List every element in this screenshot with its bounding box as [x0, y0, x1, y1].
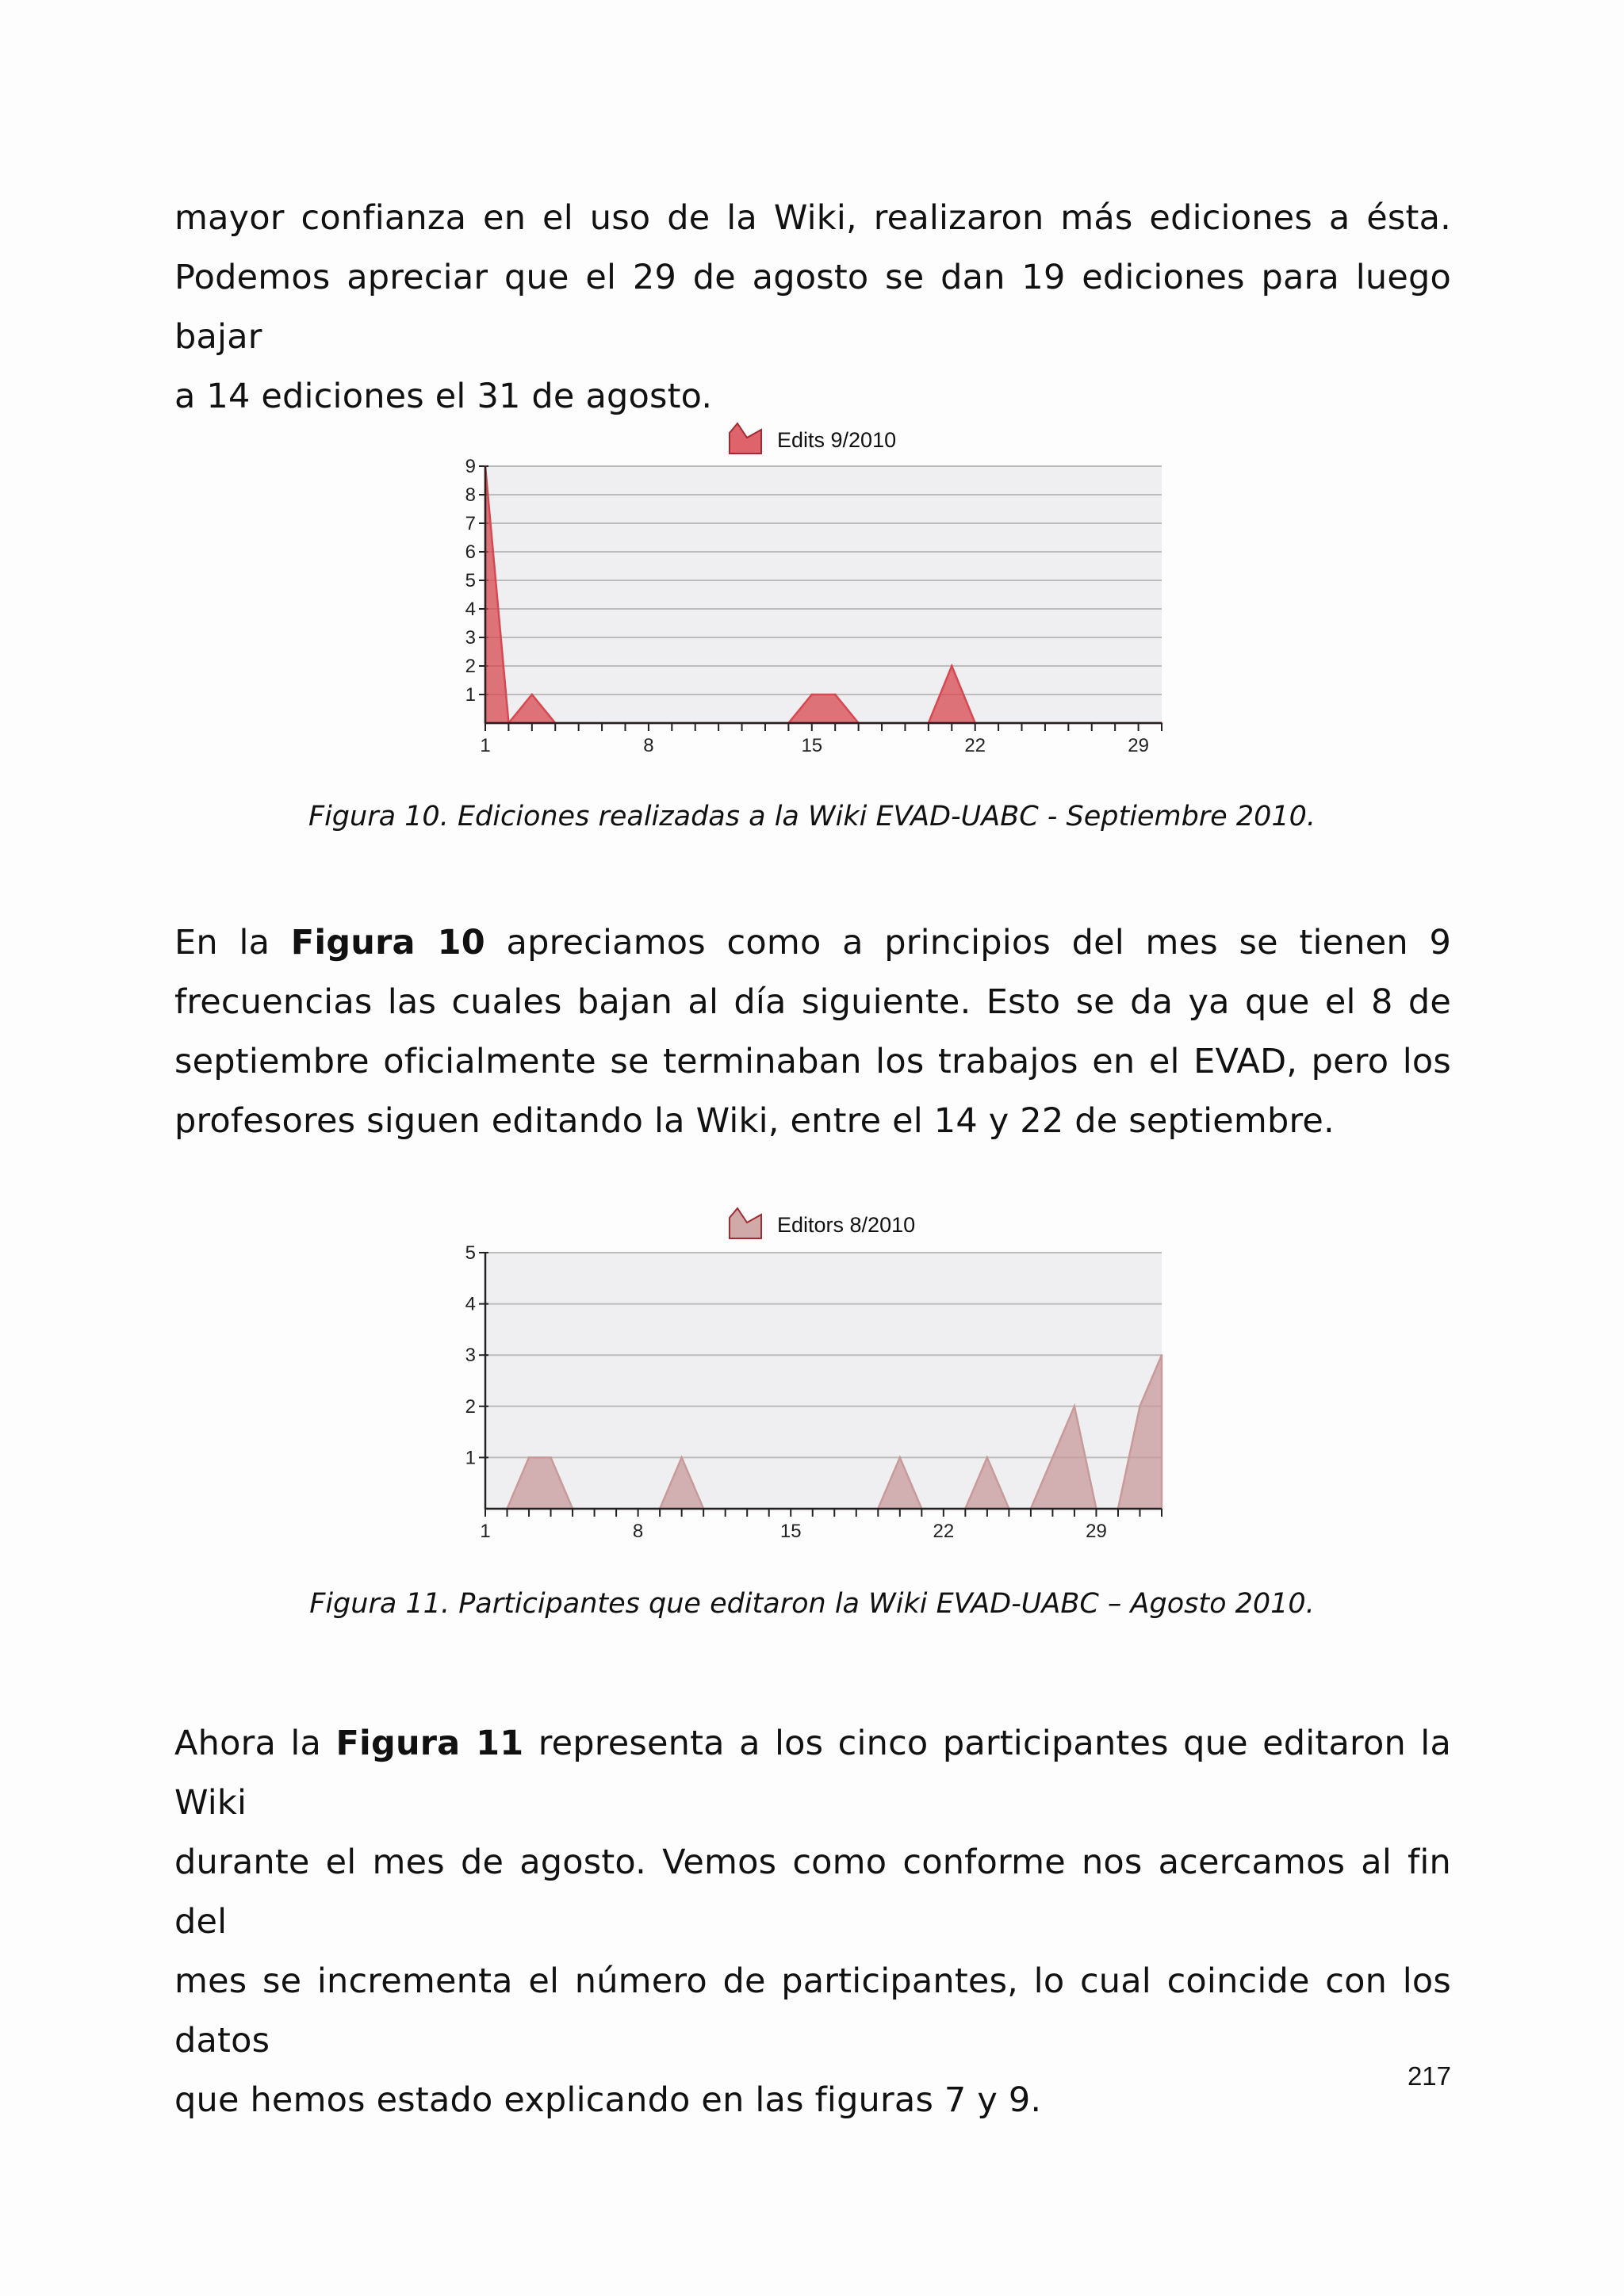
y-tick-label: 2: [465, 1395, 476, 1418]
page-number: 217: [1407, 2061, 1451, 2091]
text-line: que hemos estado explicando en las figuras 7 y 9.: [174, 2080, 1042, 2120]
data-point: [898, 1456, 901, 1459]
text-line: mayor confianza en el uso de la Wiki, realizaron más ediciones a ésta.: [174, 198, 1451, 238]
x-tick-label: 29: [1086, 1521, 1107, 1542]
y-tick-label: 1: [465, 1447, 476, 1469]
y-tick-label: 4: [465, 1293, 476, 1315]
x-tick-label: 1: [480, 1521, 491, 1542]
x-tick-label: 22: [933, 1521, 955, 1542]
y-tick-label: 4: [465, 599, 476, 620]
data-point: [1161, 1354, 1163, 1357]
text-line: [174, 1714, 1451, 1833]
x-tick-label: 8: [632, 1521, 644, 1542]
figure-10-caption: Figura 10. Ediciones realizadas a la Wiki EVAD-UABC - Septiembre 2010.: [308, 801, 1316, 832]
text-run: Ahora la: [174, 1724, 336, 1763]
y-tick-label: 8: [465, 484, 476, 506]
text-run: representa a los cinco participantes que editaron la Wiki: [174, 1724, 1451, 1823]
edits-chart: [444, 412, 1189, 761]
x-tick-label: 1: [480, 735, 491, 756]
legend: [730, 423, 896, 453]
y-tick-label: 3: [465, 627, 476, 649]
text-line: durante el mes de agosto. Vemos como conforme nos acercamos al fin del: [174, 1843, 1451, 1942]
figure-11-caption: Figura 11. Participantes que editaron la Wiki EVAD-UABC – Agosto 2010.: [309, 1588, 1315, 1620]
x-tick-label: 15: [801, 735, 823, 756]
legend-label: Editors 8/2010: [777, 1213, 916, 1237]
paragraph-2: [174, 913, 1451, 1151]
data-point: [530, 694, 533, 696]
y-tick-label: 6: [465, 541, 476, 563]
x-tick-label: 22: [964, 735, 986, 756]
legend-swatch-icon: [730, 423, 761, 453]
text-line: profesores siguen editando la Wiki, entre el 14 y 22 de septiembre.: [174, 1101, 1335, 1141]
legend-label: Edits 9/2010: [777, 428, 897, 452]
x-tick-label: 15: [779, 1521, 802, 1542]
paragraph-3: [174, 1714, 1451, 2130]
data-point: [528, 1456, 530, 1459]
data-point: [986, 1456, 988, 1459]
data-point: [951, 665, 953, 668]
legend: [730, 1208, 915, 1238]
paragraph-1: [174, 189, 1451, 427]
figure-10-reference: Figura 10: [290, 923, 485, 962]
text-run: En la: [174, 923, 291, 962]
text-line: a 14 ediciones el 31 de agosto.: [174, 377, 713, 416]
data-point: [1139, 1405, 1141, 1407]
y-tick-label: 5: [465, 1242, 476, 1264]
text-line: septiembre oficialmente se terminaban los trabajos en el EVAD, pero los: [174, 1042, 1451, 1081]
y-tick-label: 3: [465, 1345, 476, 1367]
y-tick-label: 1: [465, 684, 476, 706]
text-line: Podemos apreciar que el 29 de agosto se dan 19 ediciones para luego bajar: [174, 258, 1451, 357]
x-tick-label: 29: [1128, 735, 1149, 756]
data-point: [810, 694, 813, 696]
data-point: [834, 694, 837, 696]
text-run: apreciamos como a principios del mes se tienen 9: [485, 923, 1451, 962]
y-tick-label: 7: [465, 513, 476, 534]
editors-chart: [444, 1197, 1189, 1554]
data-point: [550, 1456, 552, 1459]
data-point: [1073, 1405, 1075, 1407]
figure-11-reference: Figura 11: [335, 1724, 524, 1763]
y-tick-label: 9: [465, 456, 476, 477]
data-point: [680, 1456, 683, 1459]
text-line: frecuencias las cuales bajan al día siguiente. Esto se da ya que el 8 de: [174, 982, 1451, 1022]
text-line: mes se incrementa el número de participantes, lo cual coincide con los datos: [174, 1961, 1451, 2061]
data-point: [1051, 1456, 1054, 1459]
y-tick-label: 2: [465, 656, 476, 677]
legend-swatch-icon: [730, 1208, 761, 1238]
plot-area: [485, 466, 1162, 723]
x-tick-label: 8: [643, 735, 654, 756]
y-tick-label: 5: [465, 570, 476, 591]
text-line: [174, 913, 1451, 973]
